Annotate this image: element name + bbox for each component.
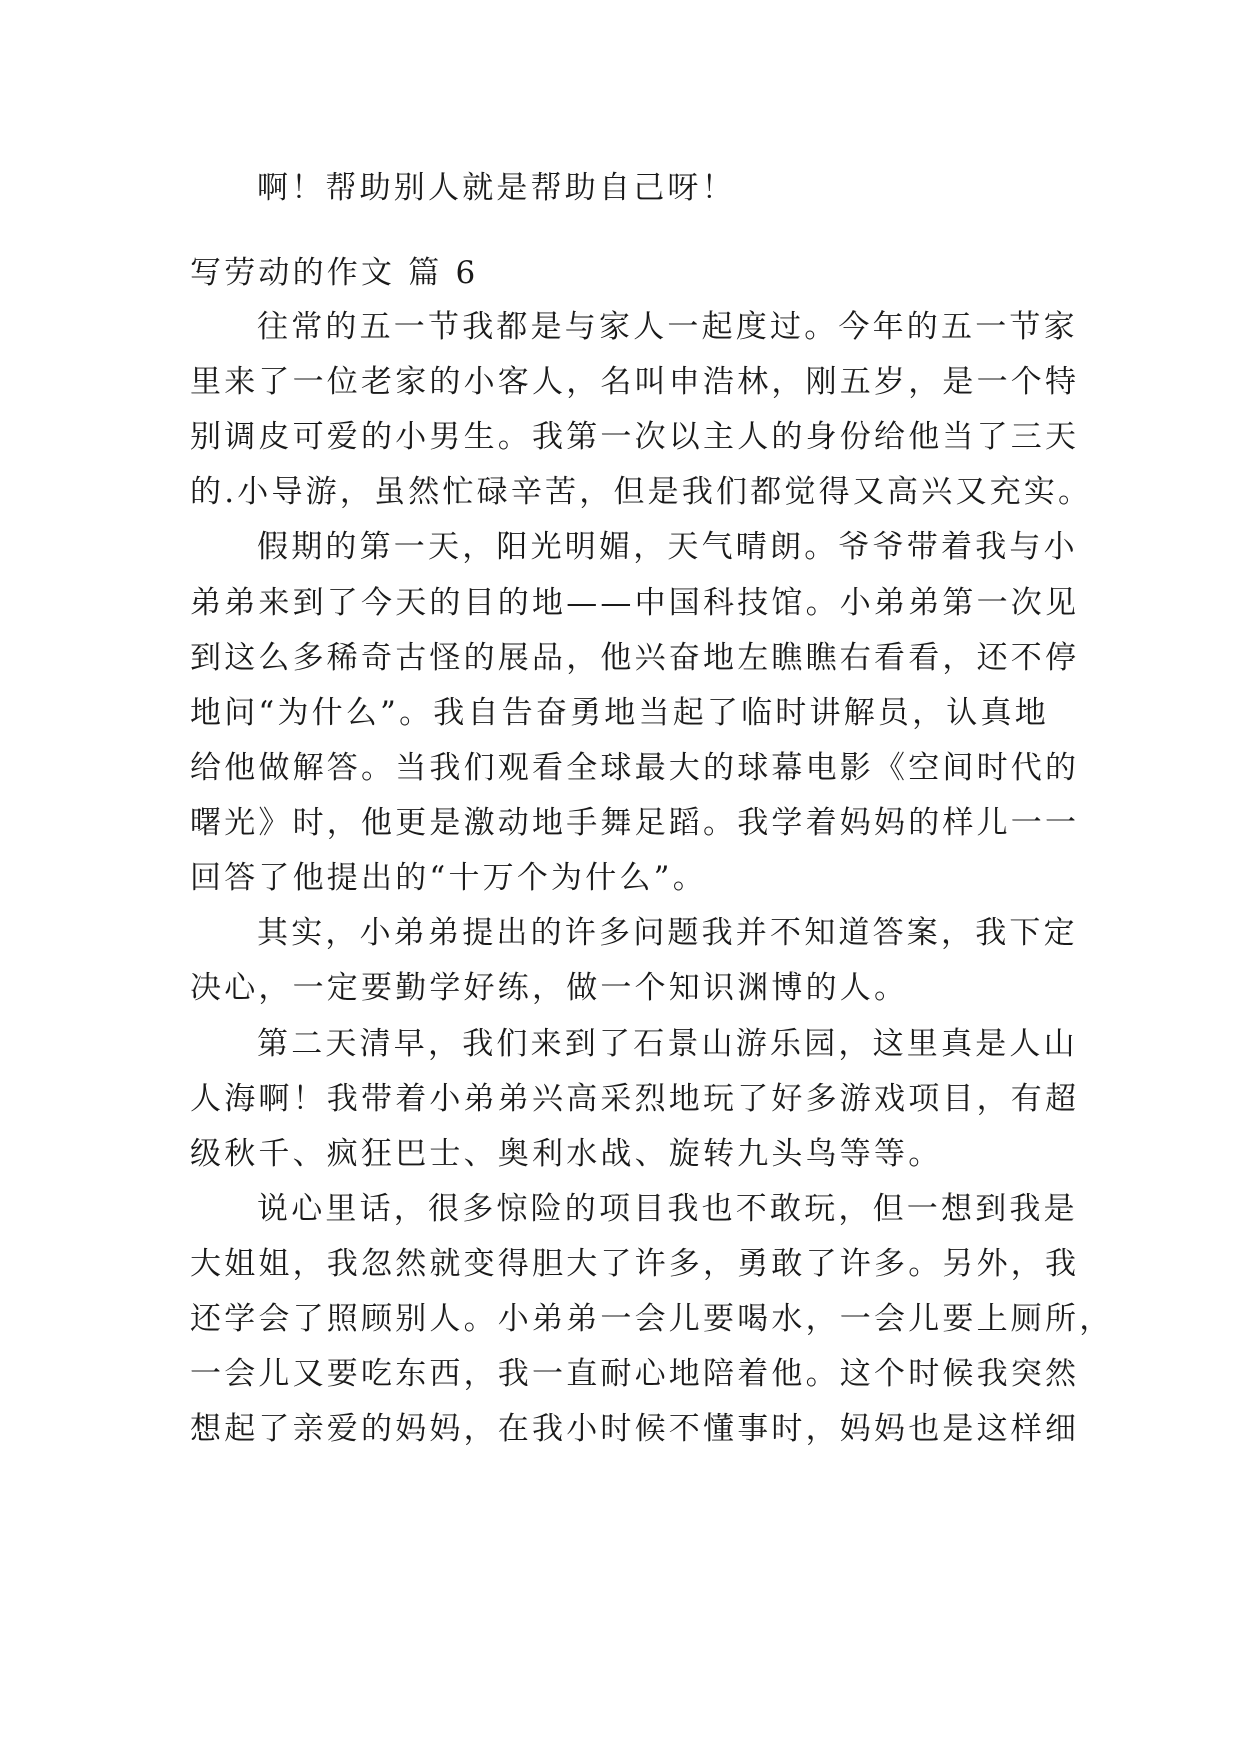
section-heading: 写劳动的作文 篇 6 [190, 255, 479, 291]
text-line: 决心，一定要勤学好练，做一个知识渊博的人。 [190, 970, 909, 1006]
text-line: 别调皮可爱的小男生。我第一次以主人的身份给他当了三天 [190, 419, 1080, 455]
text-line: 回答了他提出的“十万个为什么”。 [190, 860, 707, 896]
text-line: 啊！帮助别人就是帮助自己呀！ [257, 170, 736, 206]
text-line: 说心里话，很多惊险的项目我也不敢玩，但一想到我是 [257, 1191, 1078, 1227]
text-line: 地问“为什么”。我自告奋勇地当起了临时讲解员，认真地 [190, 695, 1049, 731]
text-line: 往常的五一节我都是与家人一起度过。今年的五一节家 [257, 309, 1078, 345]
text-line: 大姐姐，我忽然就变得胆大了许多，勇敢了许多。另外，我 [190, 1246, 1080, 1282]
text-line: 一会儿又要吃东西，我一直耐心地陪着他。这个时候我突然 [190, 1356, 1080, 1392]
text-line: 弟弟来到了今天的目的地——中国科技馆。小弟弟第一次见 [190, 585, 1080, 621]
text-line: 想起了亲爱的妈妈，在我小时候不懂事时，妈妈也是这样细 [190, 1411, 1080, 1447]
text-line: 到这么多稀奇古怪的展品，他兴奋地左瞧瞧右看看，还不停 [190, 640, 1080, 676]
text-line: 假期的第一天，阳光明媚，天气晴朗。爷爷带着我与小 [257, 529, 1078, 565]
text-line: 人海啊！我带着小弟弟兴高采烈地玩了好多游戏项目，有超 [190, 1081, 1080, 1117]
text-line: 第二天清早，我们来到了石景山游乐园，这里真是人山 [257, 1026, 1078, 1062]
text-line: 级秋千、疯狂巴士、奥利水战、旋转九头鸟等等。 [190, 1136, 943, 1172]
text-line: 的.小导游，虽然忙碌辛苦，但是我们都觉得又高兴又充实。 [190, 474, 1093, 510]
text-line: 其实，小弟弟提出的许多问题我并不知道答案，我下定 [257, 915, 1078, 951]
text-line: 给他做解答。当我们观看全球最大的球幕电影《空间时代的 [190, 750, 1080, 786]
text-line: 里来了一位老家的小客人，名叫申浩林，刚五岁，是一个特 [190, 364, 1080, 400]
text-line: 还学会了照顾别人。小弟弟一会儿要喝水，一会儿要上厕所， [190, 1301, 1114, 1337]
text-line: 曙光》时，他更是激动地手舞足蹈。我学着妈妈的样儿一一 [190, 805, 1080, 841]
